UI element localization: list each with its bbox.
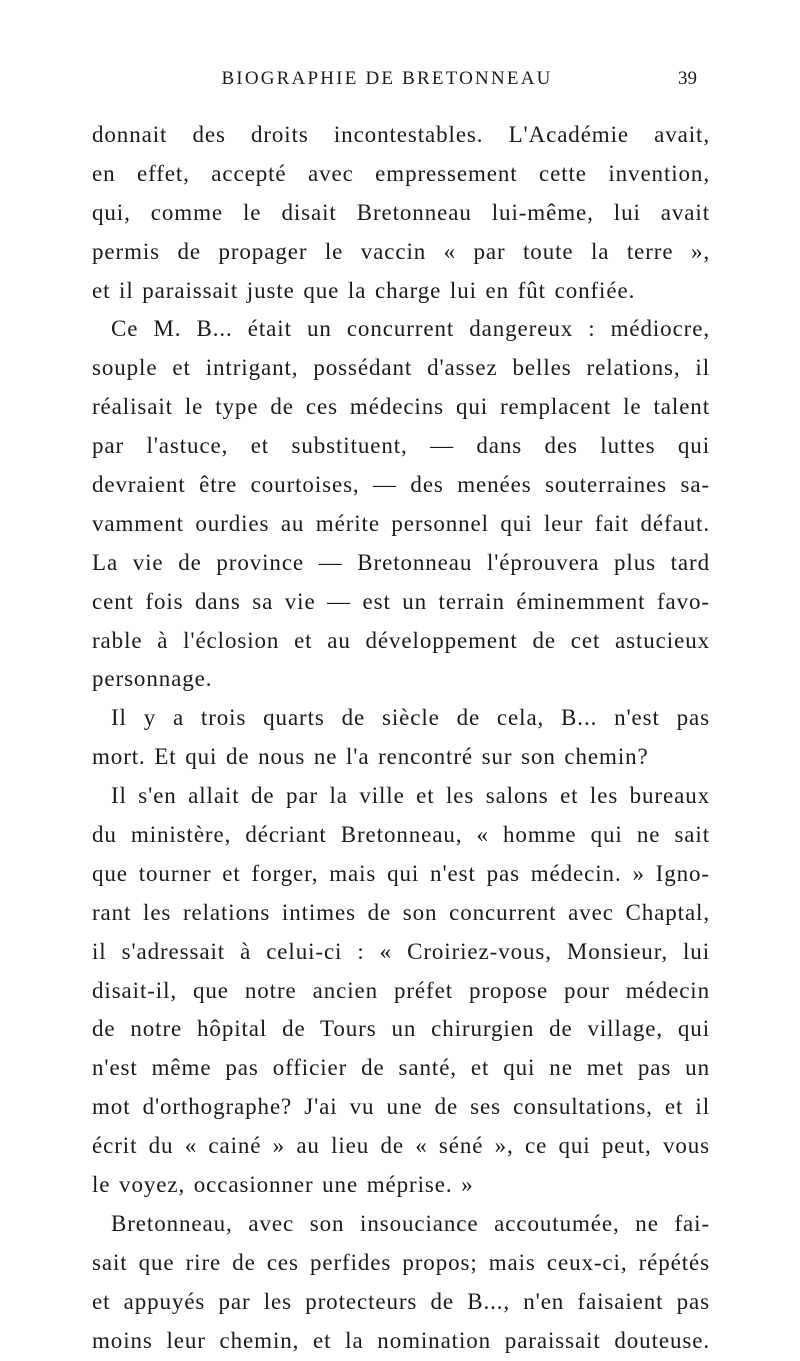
text-line: il s'adressait à celui-ci : « Croiriez-vous, Monsieur, lui [92,938,710,964]
text-line: par l'astuce, et substituent, — dans des luttes qui [92,433,710,459]
text-line: devraient être courtoises, — des menées souterraines sa- [92,472,710,498]
text-line: rable à l'éclosion et au développement de cet astucieux [92,627,710,653]
page-number: 39 [678,68,697,89]
text-line: mort. Et qui de nous ne l'a rencontré sur son chemin? [92,744,649,770]
text-line: de notre hôpital de Tours un chirurgien de village, qui [92,1016,710,1042]
text-line: et il paraissait juste que la charge lui en fût confiée. [92,277,636,303]
text-line: sait que rire de ces perfides propos; mais ceux-ci, répétés [92,1249,710,1275]
text-line: qui, comme le disait Bretonneau lui-même, lui avait [92,199,710,225]
text-line: rant les relations intimes de son concurrent avec Chaptal, [92,899,710,925]
text-line: que tourner et forger, mais qui n'est pas médecin. » Igno- [92,860,710,886]
text-line: cent fois dans sa vie — est un terrain éminemment favo- [92,588,710,614]
text-line: disait-il, que notre ancien préfet propose pour médecin [92,977,710,1003]
text-line: permis de propager le vaccin « par toute la terre », [92,238,710,264]
body-text [92,116,710,1361]
text-line: et appuyés par les protecteurs de B..., n'en faisaient pas [92,1288,710,1314]
text-line: Bretonneau, avec son insouciance accoutumée, ne fai- [111,1210,710,1236]
text-line: donnait des droits incontestables. L'Académie avait, [92,122,710,147]
text-line: Il s'en allait de par la ville et les salons et les bureaux [111,783,710,809]
text-line: en effet, accepté avec empressement cette invention, [92,160,710,186]
text-line: La vie de province — Bretonneau l'éprouvera plus tard [92,549,710,575]
running-title: BIOGRAPHIE DE BRETONNEAU [221,68,553,89]
text-line: personnage. [92,666,213,692]
text-line: réalisait le type de ces médecins qui remplacent le talent [92,394,710,420]
text-line: le voyez, occasionner une méprise. » [92,1172,474,1198]
text-line: n'est même pas officier de santé, et qui ne met pas un [92,1055,710,1081]
text-line: Ce M. B... était un concurrent dangereux : médiocre, [111,316,710,342]
text-line: du ministère, décriant Bretonneau, « homme qui ne sait [92,822,710,848]
text-line: écrit du « cainé » au lieu de « séné », ce qui peut, vous [92,1133,710,1159]
text-line: mot d'orthographe? J'ai vu une de ses consultations, et il [92,1094,710,1120]
text-line: vamment ourdies au mérite personnel qui leur fait défaut. [92,510,710,536]
text-line: Il y a trois quarts de siècle de cela, B... n'est pas [111,705,710,731]
text-line: moins leur chemin, et la nomination paraissait douteuse. [92,1327,710,1353]
text-line: souple et intrigant, possédant d'assez belles relations, il [92,355,710,381]
